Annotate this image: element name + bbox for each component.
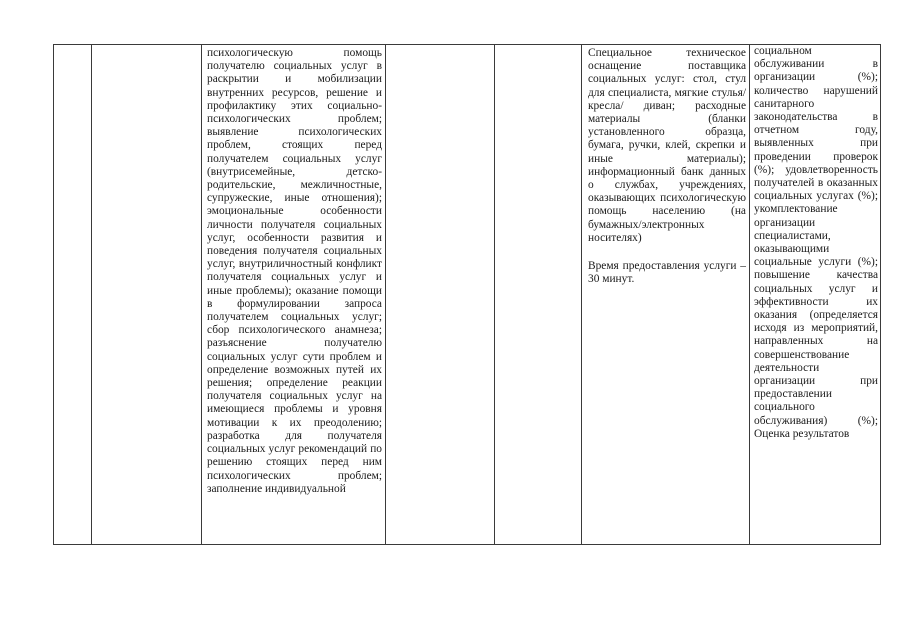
table-row [54,45,881,545]
service-conditions-text: Специальное техническое оснащение поставщика социальных услуг: стол, стул для специалиста, мягкие стулья/ кресла/ диван; расходные материалы (бланки установленного образца, бумага, ручки, клей, скрепки и иные материалы); информационный банк данных о службах, учреждениях, оказывающих психологическую помощь населению (на бумажных/электронных носителях) [588,47,746,244]
service-time-note: Время предоставления услуги – 30 минут. [588,260,746,286]
table-cell-number [54,45,92,545]
table-cell-service-name [92,45,202,545]
table-cell-quality-indicators [750,45,881,545]
quality-indicators-text: социальном обслуживании в организации (%); количество нарушений санитарного законодательства в отчетном году, выявленных при проведении проверок (%); удовлетворенность получателей в оказанных социальных услугах (%); укомплектование организации специалистами, оказывающими социальные услуги (%); повышение качества социальных услуг и эффективности их оказания (определяется исходя из мероприятий, направленных на совершенствование деятельности организации при предоставлении социального обслуживания) (%); Оценка результатов [754,45,878,440]
service-description-text: психологическую помощь получателю социальных услуг в раскрытии и мобилизации внутренних ресурсов, решение и профилактику этих социально-психологических проблем; выявление психологических проблем, стоящих перед получателем социальных услуг (внутрисемейные, детско-родительские, межличностные, супружеские, иные отношения); эмоциональные особенности личности получателя социальных услуг, особенности развития и поведения получателя социальных услуг, внутриличностный конфликт получателя социальных услуг и иные проблемы); оказание помощи в формулировании запроса получателем социальных услуг; сбор психологического анамнеза; разъяснение получателю социальных услуг сути проблем и определение возможных путей их решения; определение реакции получателя социальных услуг на имеющиеся проблемы и уровня мотивации к их преодолению; разработка для получателя социальных услуг рекомендаций по решению стоящих перед ним психологических проблем; заполнение индивидуальной [207,47,382,495]
table-cell-service-description [202,45,386,545]
table-cell-service-conditions [582,45,750,545]
table-cell-service-term [386,45,495,545]
services-table [53,44,881,545]
table-cell-service-rate [495,45,582,545]
